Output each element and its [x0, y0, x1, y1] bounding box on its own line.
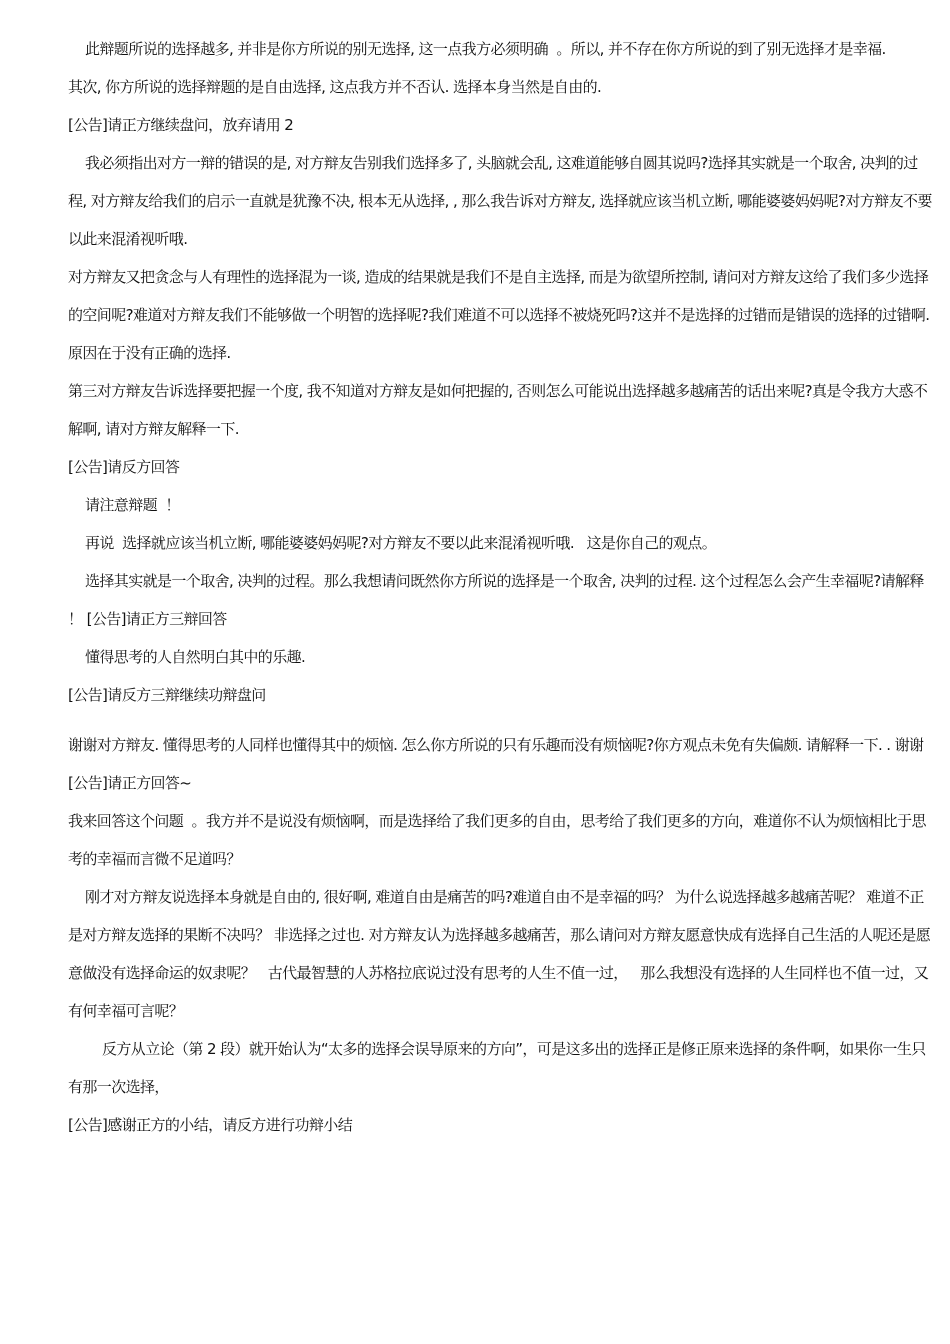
paragraph-opening-rebuttal: 此辩题所说的选择越多, 并非是你方所说的别无选择, 这一点我方必须明确 。所以, 并不存在你方所说的到了别无选择才是幸福. [85, 40, 886, 58]
announcement-summary: [公告]感谢正方的小结，请反方进行功辩小结 [68, 1116, 353, 1134]
paragraph-greed-vs-reason: 对方辩友又把贪念与人有理性的选择混为一谈, 造成的结果就是我们不是自主选择, 而是为欲望所控制, 请问对方辩友这给了我们多少选择的空间呢?难道对方辩友我们不能够做一个明智的选择呢?我们难道不可以选择不被烧死吗?这并不是选择的过错而是错误的选择的过错啊. 原因在于没有正确的选择. [68, 268, 934, 362]
paragraph-degree-of-choice: 第三对方辩友告诉选择要把握一个度, 我不知道对方辩友是如何把握的, 否则怎么可能说出选择越多越痛苦的话出来呢?真是令我方大惑不解啊, 请对方辩友解释一下. [68, 382, 928, 438]
paragraph-first-debater-error: 我必须指出对方一辩的错误的是, 对方辩友告别我们选择多了, 头脑就会乱, 这难道能够自圆其说吗?选择其实就是一个取舍, 决判的过程, 对方辩友给我们的启示一直就是犹豫不决, 根本无从选择, , 那么我告诉对方辩友, 选择就应该当机立断, 哪能婆婆妈妈呢?对方辩友不要以此来混淆视听哦. [68, 154, 932, 248]
announcement-opposition-answer: [公告]请反方回答 [68, 458, 180, 476]
paragraph-freedom-happiness: 刚才对方辩友说选择本身就是自由的, 很好啊, 难道自由是痛苦的吗?难道自由不是幸福的吗？ 为什么说选择越多越痛苦呢？ 难道不正是对方辩友选择的果断不决吗？ 非选择之过也. 对方辩友认为选择越多越痛苦，那么请问对方辩友愿意快成有选择自己生活的人呢还是愿意做没有选择命运的奴隶呢？ 古代最智慧的人苏格拉底说过没有思考的人生不值一过， 那么我想没有选择的人生同样也不值一过，又有何幸福可言呢？ [68, 888, 931, 1020]
announcement-affirmative-answer: [公告]请正方回答~ [68, 774, 192, 792]
paragraph-thinking-worries: 谢谢对方辩友. 懂得思考的人同样也懂得其中的烦恼. 怎么你方所说的只有乐趣而没有烦恼呢?你方观点未免有失偏颇. 请解释一下. . 谢谢 [68, 736, 924, 754]
paragraph-worries-trivial: 我来回答这个问题 。我方并不是说没有烦恼啊，而是选择给了我们更多的自由，思考给了我们更多的方向，难道你不认为烦恼相比于思考的幸福而言微不足道吗？ [68, 812, 926, 868]
announcement-continue-questioning: [公告]请正方继续盘问，放弃请用 2 [68, 116, 294, 134]
paragraph-note-topic: 请注意辩题 ！ [85, 496, 180, 514]
paragraph-your-own-view: 再说 选择就应该当机立断, 哪能婆婆妈妈呢?对方辩友不要以此来混淆视听哦. 这是你自己的观点。 [85, 534, 717, 552]
paragraph-choice-process: 选择其实就是一个取舍, 决判的过程。那么我想请问既然你方所说的选择是一个取舍, 决判的过程. 这个过程怎么会产生幸福呢?请解释 ！ [公告]请正方三辩回答 [68, 572, 933, 628]
paragraph-opposition-premise: 反方从立论（第 2 段）就开始认为“太多的选择会误导原来的方向”，可是这多出的选择正是修正原来选择的条件啊，如果你一生只有那一次选择， [68, 1040, 926, 1096]
document-body [68, 30, 934, 1144]
paragraph-thinking-joy: 懂得思考的人自然明白其中的乐趣. [85, 648, 306, 666]
paragraph-free-choice: 其次, 你方所说的选择辩题的是自由选择, 这点我方并不否认. 选择本身当然是自由的. [68, 78, 602, 96]
announcement-third-debater-questioning: [公告]请反方三辩继续功辩盘问 [68, 686, 266, 704]
